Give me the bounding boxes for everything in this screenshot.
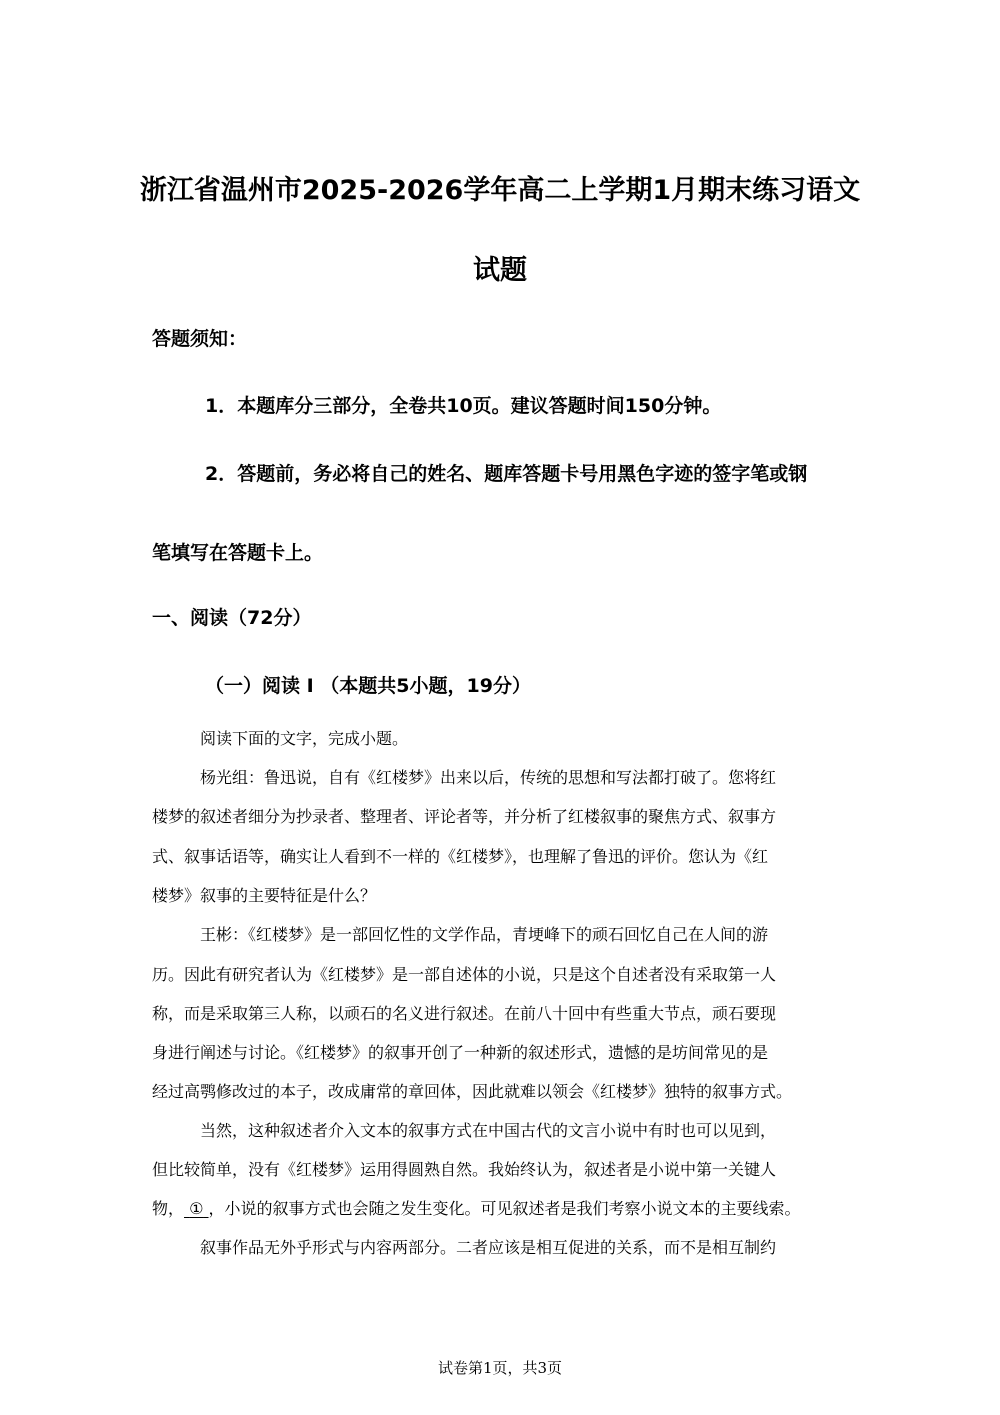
blank-line-suffix: ，小说的叙事方式也会随之发生变化。可见叙述者是我们考察小说文本的主要线索。 xyxy=(208,1199,801,1218)
section-subheading: （一）阅读 I （本题共5小题，19分） xyxy=(205,675,531,697)
exam-title-line1: 浙江省温州市2025-2026学年高二上学期1月期末练习语文 xyxy=(139,175,861,206)
passage-line: 王彬：《红楼梦》是一部回忆性的文学作品，青埂峰下的顽石回忆自己在人间的游 xyxy=(200,925,769,944)
exam-title-line2: 试题 xyxy=(473,255,527,286)
passage-line: 楼梦》叙事的主要特征是什么？ xyxy=(152,886,377,905)
notice-item-2-line1: 2．答题前，务必将自己的姓名、题库答题卡号用黑色字迹的签字笔或钢 xyxy=(205,463,808,485)
passage-line: 经过高鹗修改过的本子，改成庸常的章回体，因此就难以领会《红楼梦》独特的叙事方式。 xyxy=(152,1082,793,1101)
page-footer: 试卷第1页，共3页 xyxy=(437,1359,563,1377)
passage-line: 历。因此有研究者认为《红楼梦》是一部自述体的小说，只是这个自述者没有采取第一人 xyxy=(152,965,777,984)
passage-line: 式、叙事话语等，确实让人看到不一样的《红楼梦》，也理解了鲁迅的评价。您认为《红 xyxy=(152,847,769,866)
passage-line: 杨光组：鲁迅说，自有《红楼梦》出来以后，传统的思想和写法都打破了。您将红 xyxy=(200,768,777,787)
passage-instruction: 阅读下面的文字，完成小题。 xyxy=(200,729,409,748)
blank-line-prefix: 物， xyxy=(152,1199,185,1218)
passage-line: 楼梦的叙述者细分为抄录者、整理者、评论者等，并分析了红楼叙事的聚焦方式、叙事方 xyxy=(152,807,777,826)
passage-line: 称，而是采取第三人称，以顽石的名义进行叙述。在前八十回中有些重大节点，顽石要现 xyxy=(152,1004,777,1023)
notice-heading: 答题须知： xyxy=(152,328,248,350)
passage-last-line: 叙事作品无外乎形式与内容两部分。二者应该是相互促进的关系，而不是相互制约 xyxy=(200,1238,777,1257)
notice-item-1: 1．本题库分三部分，全卷共10页。建议答题时间150分钟。 xyxy=(205,395,722,417)
passage-line-with-blank xyxy=(152,1196,801,1219)
section-heading: 一、阅读（72分） xyxy=(152,607,312,629)
passage-line: 但比较简单，没有《红楼梦》运用得圆熟自然。我始终认为，叙述者是小说中第一关键人 xyxy=(152,1160,777,1179)
passage-line: 身进行阐述与讨论。《红楼梦》的叙事开创了一种新的叙述形式，遗憾的是坊间常见的是 xyxy=(152,1043,769,1062)
notice-item-2-line2: 笔填写在答题卡上。 xyxy=(152,542,324,564)
fill-blank-marker: ① xyxy=(189,1199,204,1218)
passage-line: 当然，这种叙述者介入文本的叙事方式在中国古代的文言小说中有时也可以见到， xyxy=(200,1121,777,1140)
